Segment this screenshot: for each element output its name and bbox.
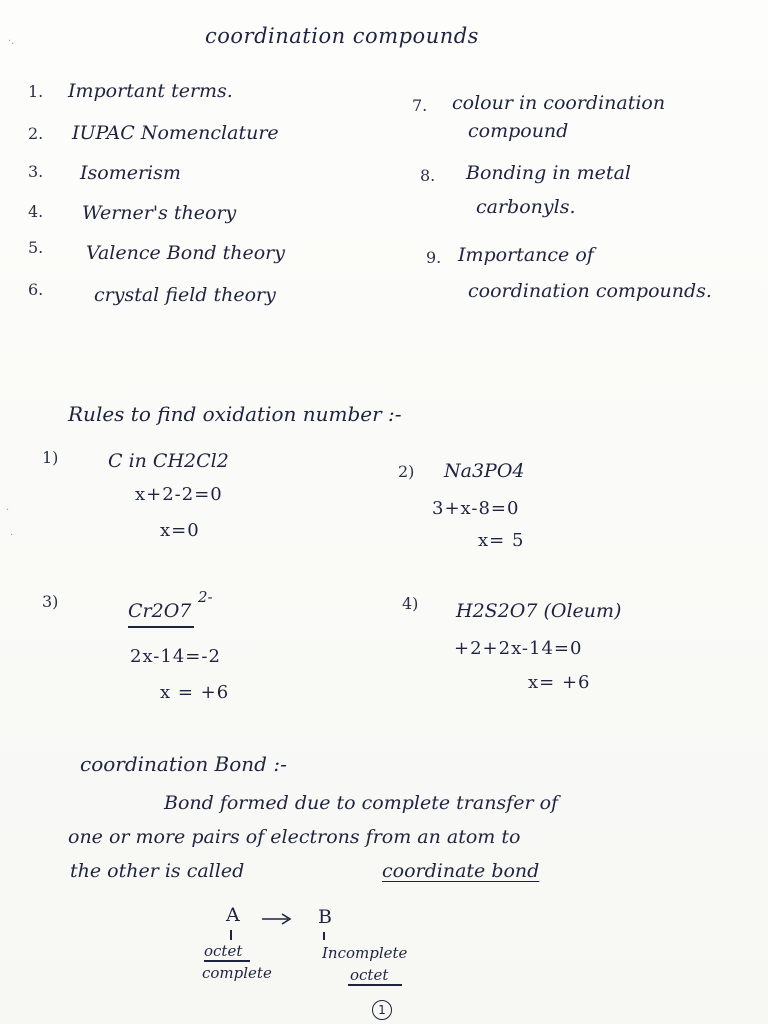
example-equation: 2x-14=-2 xyxy=(130,646,221,667)
example-label: 4) xyxy=(402,594,419,613)
topic-number: 4. xyxy=(28,202,44,221)
topic-item: Werner's theory xyxy=(82,202,237,224)
topic-number: 1. xyxy=(28,82,44,101)
topic-item-cont: carbonyls. xyxy=(476,196,576,218)
label-underline xyxy=(348,984,402,986)
example-result: x= +6 xyxy=(528,672,591,693)
topic-item: Importance of xyxy=(458,244,594,266)
diagram-atom-a: A xyxy=(226,904,240,926)
topic-number: 8. xyxy=(420,166,436,185)
example-equation: x+2-2=0 xyxy=(135,484,223,505)
topic-number: 7. xyxy=(412,96,428,115)
topic-number: 3. xyxy=(28,162,44,181)
topic-item: Isomerism xyxy=(80,162,181,184)
example-result: x=0 xyxy=(160,520,200,541)
topic-item: Important terms. xyxy=(68,80,233,102)
diagram-connector xyxy=(323,932,325,940)
formula-underline xyxy=(128,626,194,628)
topic-item: crystal field theory xyxy=(94,284,276,306)
arrow-right-icon xyxy=(262,913,292,925)
diagram-connector xyxy=(230,930,232,940)
topic-item: Valence Bond theory xyxy=(86,242,285,264)
topic-item: IUPAC Nomenclature xyxy=(72,122,279,144)
page-number: 1 xyxy=(372,1000,392,1020)
bond-definition-line: Bond formed due to complete transfer of xyxy=(164,792,559,814)
example-formula: C in CH2Cl2 xyxy=(108,450,229,472)
example-label: 1) xyxy=(42,448,59,467)
example-label: 2) xyxy=(398,462,415,481)
bond-heading: coordination Bond :- xyxy=(80,752,287,776)
example-formula: Na3PO4 xyxy=(444,460,525,482)
example-equation: 3+x-8=0 xyxy=(432,498,520,519)
topic-item-cont: compound xyxy=(468,120,569,142)
example-charge: 2- xyxy=(198,588,213,606)
topic-number: 5. xyxy=(28,238,44,257)
margin-mark: · xyxy=(10,530,14,541)
topic-item-cont: coordination compounds. xyxy=(468,280,712,302)
topic-item: colour in coordination xyxy=(452,92,666,114)
example-equation: +2+2x-14=0 xyxy=(454,638,583,659)
page-title: coordination compounds xyxy=(205,24,479,48)
topic-item: Bonding in metal xyxy=(466,162,631,184)
diagram-atom-b: B xyxy=(318,906,332,928)
margin-mark: · xyxy=(6,505,10,516)
bond-definition-line: the other is called xyxy=(70,860,245,882)
topic-number: 2. xyxy=(28,124,44,143)
example-result: x= 5 xyxy=(478,530,525,551)
topic-number: 6. xyxy=(28,280,44,299)
margin-mark: ·. xyxy=(8,36,15,47)
example-label: 3) xyxy=(42,592,59,611)
topic-number: 9. xyxy=(426,248,442,267)
bond-definition-line: one or more pairs of electrons from an atom to xyxy=(68,826,521,848)
label-underline xyxy=(204,960,250,962)
diagram-right-label: octet xyxy=(350,966,389,984)
bond-term: coordinate bond xyxy=(382,860,540,882)
diagram-left-label: octet xyxy=(204,942,243,960)
example-result: x = +6 xyxy=(160,682,230,703)
diagram-right-label: Incomplete xyxy=(322,944,408,962)
rules-heading: Rules to find oxidation number :- xyxy=(68,402,402,426)
diagram-left-label: complete xyxy=(202,964,272,982)
example-formula: H2S2O7 (Oleum) xyxy=(456,600,622,622)
example-formula: Cr2O7 xyxy=(128,600,192,622)
